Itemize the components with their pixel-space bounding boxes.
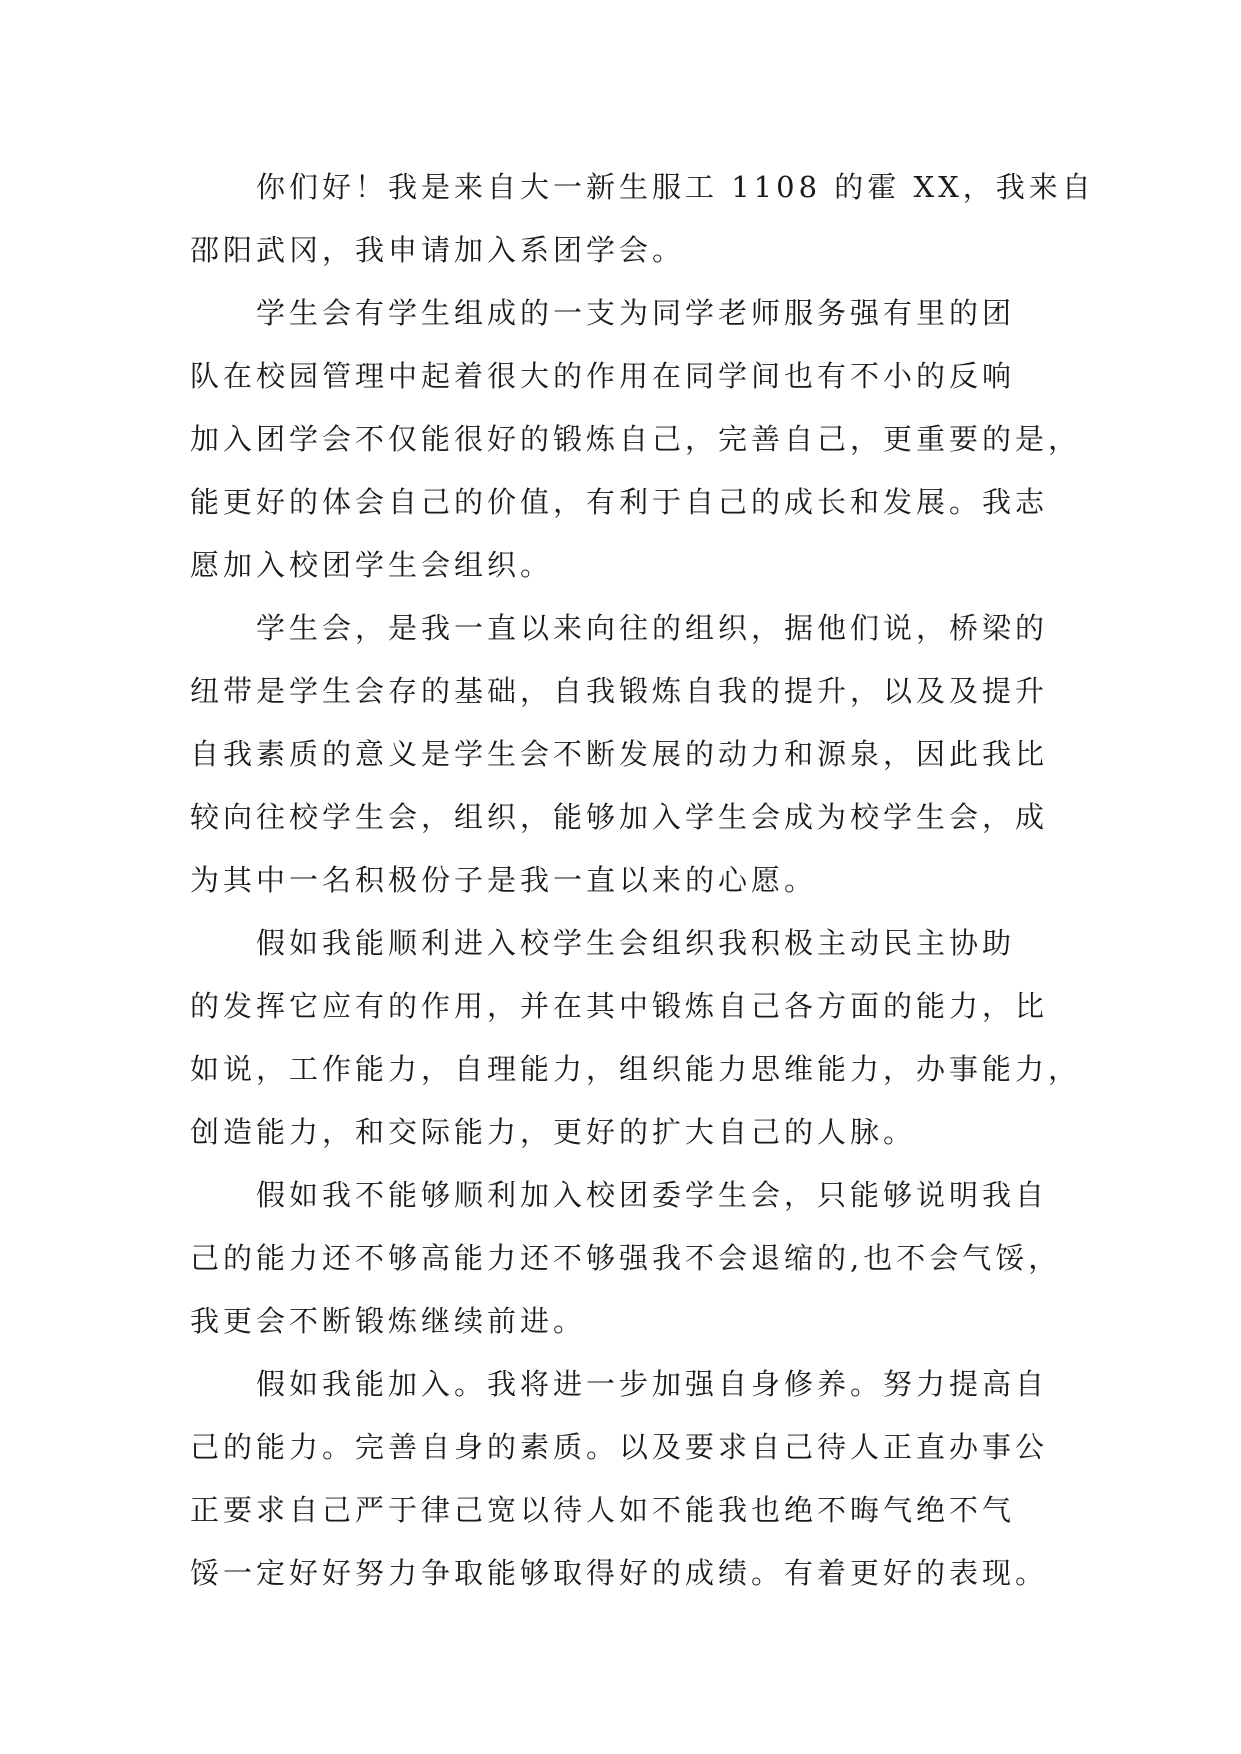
paragraph-line: 创造能力，和交际能力，更好的扩大自己的人脉。 [190, 1115, 917, 1149]
paragraph-line: 如说，工作能力，自理能力，组织能力思维能力，办事能力， [190, 1052, 1082, 1086]
paragraph-line: 较向往校学生会，组织，能够加入学生会成为校学生会，成 [190, 800, 1049, 834]
paragraph-line: 为其中一名积极份子是我一直以来的心愿。 [190, 863, 818, 897]
paragraph-line: 自我素质的意义是学生会不断发展的动力和源泉，因此我比 [190, 737, 1049, 771]
paragraph-line: 愿加入校团学生会组织。 [190, 548, 554, 582]
paragraph-line: 能更好的体会自己的价值，有利于自己的成长和发展。我志 [190, 485, 1049, 519]
paragraph-line: 加入团学会不仅能很好的锻炼自己，完善自己，更重要的是， [190, 422, 1082, 456]
paragraph-line: 假如我不能够顺利加入校团委学生会，只能够说明我自 [256, 1178, 1049, 1212]
paragraph-4 [190, 912, 1082, 1164]
paragraph-line: 学生会，是我一直以来向往的组织，据他们说，桥梁的 [256, 611, 1049, 645]
paragraph-line: 纽带是学生会存的基础，自我锻炼自我的提升，以及及提升 [190, 674, 1049, 708]
paragraph-line: 假如我能加入。我将进一步加强自身修养。努力提高自 [256, 1367, 1049, 1401]
paragraph-6 [190, 1353, 1060, 1605]
document-body [190, 156, 1095, 1605]
paragraph-line: 学生会有学生组成的一支为同学老师服务强有里的团 [256, 296, 1016, 330]
paragraph-5 [190, 1164, 1060, 1353]
paragraph-line: 队在校园管理中起着很大的作用在同学间也有不小的反响 [190, 359, 1016, 393]
paragraph-line: 你们好！我是来自大一新生服工 1108 的霍 XX，我来自 [256, 170, 1095, 204]
paragraph-1 [190, 156, 1095, 282]
paragraph-line: 馁一定好好努力争取能够取得好的成绩。有着更好的表现。 [190, 1556, 1049, 1590]
paragraph-line: 己的能力。完善自身的素质。以及要求自己待人正直办事公 [190, 1430, 1049, 1464]
paragraph-line: 正要求自己严于律己宽以待人如不能我也绝不晦气绝不气 [190, 1493, 1016, 1527]
paragraph-2 [190, 282, 1082, 597]
paragraph-3 [190, 597, 1060, 912]
paragraph-line: 的发挥它应有的作用，并在其中锻炼自己各方面的能力，比 [190, 989, 1049, 1023]
paragraph-line: 假如我能顺利进入校学生会组织我积极主动民主协助 [256, 926, 1016, 960]
paragraph-line: 己的能力还不够高能力还不够强我不会退缩的,也不会气馁， [190, 1241, 1062, 1275]
paragraph-line: 我更会不断锻炼继续前进。 [190, 1304, 587, 1338]
paragraph-line: 邵阳武冈，我申请加入系团学会。 [190, 233, 686, 267]
